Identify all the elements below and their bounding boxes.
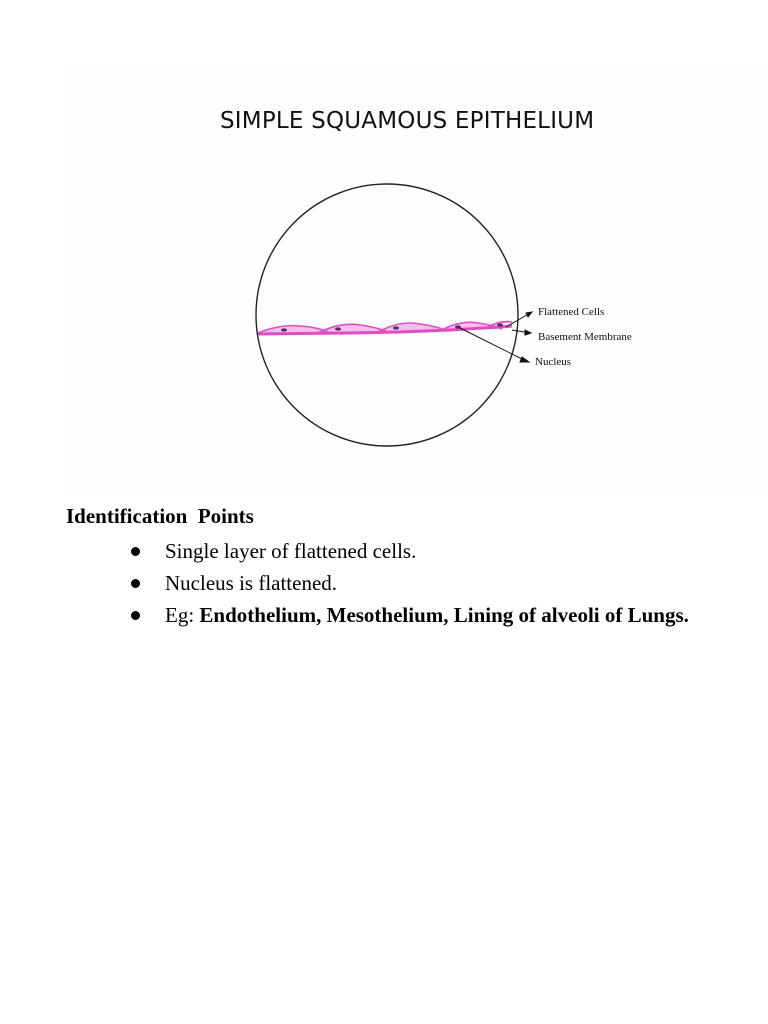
pointer-lines	[460, 312, 532, 362]
arrowhead-nucleus	[520, 357, 529, 362]
flattened-cell-layer	[258, 322, 512, 334]
bullet-icon	[131, 611, 140, 620]
bullet-icon	[131, 547, 140, 556]
point-examples: Endothelium, Mesothelium, Lining of alveoli of Lungs.	[199, 603, 689, 627]
nucleus-5	[497, 323, 503, 326]
identification-points-list	[66, 535, 726, 631]
arrowhead-flattened-cells	[526, 312, 532, 317]
arrowhead-basement-membrane	[525, 330, 531, 335]
label-nucleus: Nucleus	[535, 356, 572, 368]
list-item	[66, 535, 726, 567]
point-prefix: Eg:	[165, 603, 200, 627]
nucleus-1	[281, 328, 287, 331]
identification-section	[66, 504, 726, 631]
point-text: Nucleus is flattened.	[165, 571, 338, 595]
figure-title: SIMPLE SQUAMOUS EPITHELIUM	[220, 108, 595, 134]
cell-outline-4	[440, 322, 502, 331]
list-item	[66, 599, 726, 631]
section-heading: Identification Points	[66, 504, 254, 528]
pointer-nucleus	[460, 328, 528, 362]
cell-outline-3	[378, 323, 448, 332]
list-item	[66, 567, 726, 599]
microscope-field-circle	[256, 184, 518, 446]
label-flattened-cells: Flattened Cells	[538, 306, 605, 318]
point-text: Single layer of flattened cells.	[165, 539, 417, 563]
nucleus-3	[393, 326, 399, 329]
nucleus-2	[335, 327, 341, 330]
cell-outline-2	[318, 324, 388, 333]
bullet-icon	[131, 579, 140, 588]
label-basement-membrane: Basement Membrane	[538, 331, 632, 343]
